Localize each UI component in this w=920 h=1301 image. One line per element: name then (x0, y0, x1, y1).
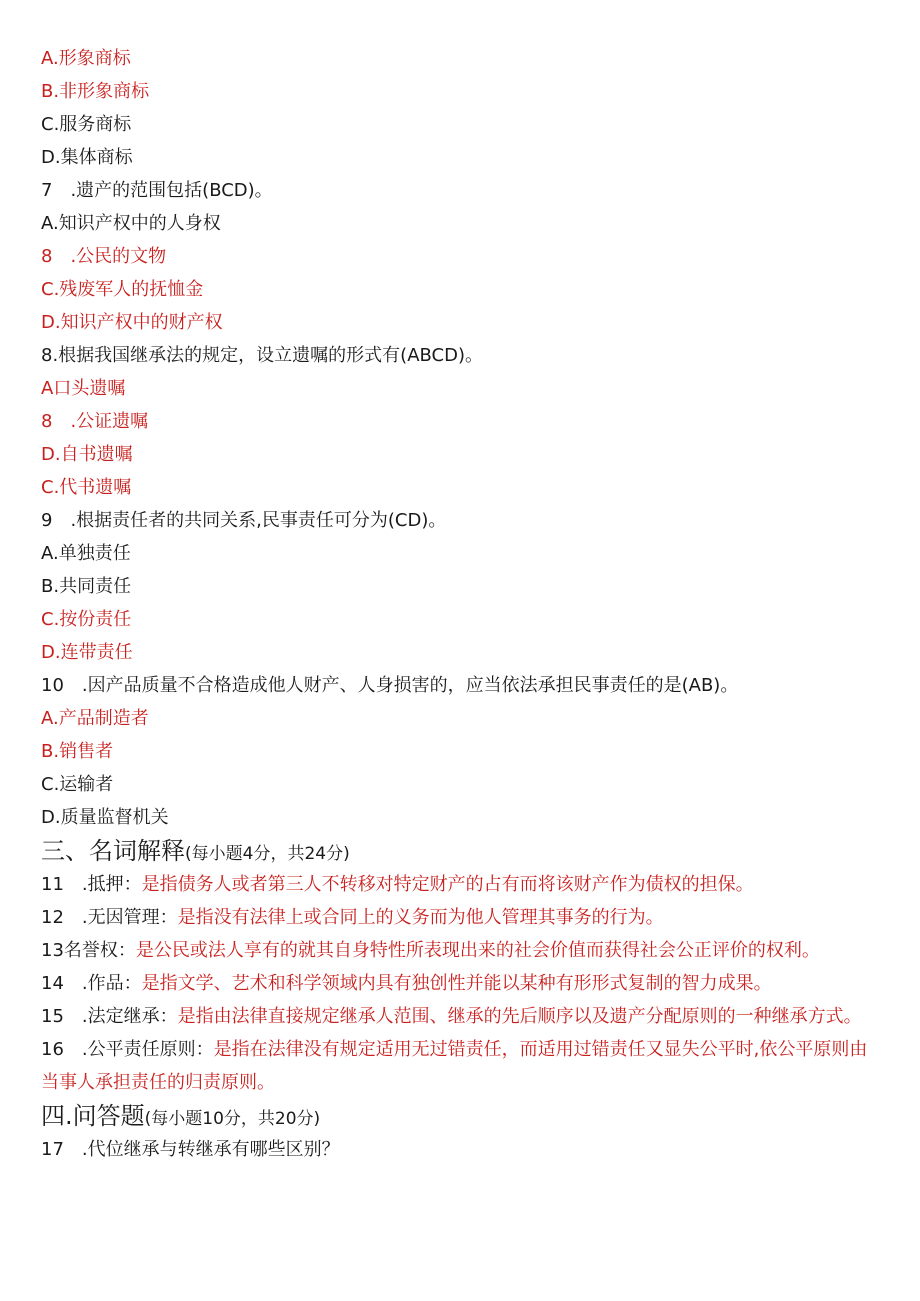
option-a: A.形象商标 (41, 48, 131, 69)
q7-option-c: C.残废军人的抚恤金 (41, 279, 204, 300)
term-definition: 是指债务人或者第三人不转移对特定财产的占有而将该财产作为债权的担保。 (141, 874, 754, 895)
q8-option-c: C.代书遗嘱 (41, 477, 132, 498)
q9-option-c: C.按份责任 (41, 609, 132, 630)
term-definition: 是指文学、艺术和科学领域内具有独创性并能以某种有形形式复制的智力成果。 (141, 973, 772, 994)
term-label: 13名誉权： (41, 940, 136, 961)
question-7: 7 .遗产的范围包括(BCD)。 (41, 180, 273, 201)
term-label: 15 .法定继承： (41, 1006, 178, 1027)
section-4-heading (41, 1099, 891, 1133)
q9-option-a: A.单独责任 (41, 543, 131, 564)
term-12 (41, 901, 891, 934)
section-4-note: (每小题10分，共20分) (144, 1109, 321, 1129)
q9-option-b: B.共同责任 (41, 576, 132, 597)
q7-option-b: 8 .公民的文物 (41, 246, 167, 267)
question-8: 8.根据我国继承法的规定，设立遗嘱的形式有(ABCD)。 (41, 345, 483, 366)
section-3-note: (每小题4分，共24分) (185, 844, 350, 864)
q10-option-b: B.销售者 (41, 741, 114, 762)
term-14 (41, 967, 891, 1000)
option-b: B.非形象商标 (41, 81, 150, 102)
term-15 (41, 1000, 891, 1033)
q7-option-a: A.知识产权中的人身权 (41, 213, 221, 234)
question-10: 10 .因产品质量不合格造成他人财产、人身损害的，应当依法承担民事责任的是(AB)。 (41, 675, 739, 696)
term-definition: 是指在法律没有规定适用无过错责任，而适用过错责任又显失公平时,依公平原则由当事人承担责任的归责原则。 (41, 1039, 868, 1093)
term-11 (41, 868, 891, 901)
option-d: D.集体商标 (41, 147, 133, 168)
q10-option-d: D.质量监督机关 (41, 807, 169, 828)
q10-option-a: A.产品制造者 (41, 708, 149, 729)
term-definition: 是指由法律直接规定继承人范围、继承的先后顺序以及遗产分配原则的一种继承方式。 (177, 1006, 862, 1027)
section-3-title: 三、名词解释 (41, 837, 185, 865)
term-label: 12 .无因管理： (41, 907, 178, 928)
section-3-heading (41, 834, 891, 868)
q9-option-d: D.连带责任 (41, 642, 133, 663)
q8-option-d: D.自书遗嘱 (41, 444, 133, 465)
question-17: 17 .代位继承与转继承有哪些区别？ (41, 1139, 340, 1160)
q7-option-d: D.知识产权中的财产权 (41, 312, 223, 333)
question-9: 9 .根据责任者的共同关系,民事责任可分为(CD)。 (41, 510, 447, 531)
term-definition: 是公民或法人享有的就其自身特性所表现出来的社会价值而获得社会公正评价的权利。 (135, 940, 820, 961)
term-16 (41, 1033, 881, 1099)
term-label: 11 .抵押： (41, 874, 142, 895)
section-4-title: 四.问答题 (41, 1102, 145, 1130)
q10-option-c: C.运输者 (41, 774, 114, 795)
document-page (41, 42, 891, 1166)
term-13 (41, 934, 891, 967)
q8-option-b: 8 .公证遗嘱 (41, 411, 149, 432)
term-definition: 是指没有法律上或合同上的义务而为他人管理其事务的行为。 (177, 907, 664, 928)
option-c: C.服务商标 (41, 114, 132, 135)
term-label: 14 .作品： (41, 973, 142, 994)
term-label: 16 .公平责任原则： (41, 1039, 214, 1060)
q8-option-a: A口头遗嘱 (41, 378, 126, 399)
